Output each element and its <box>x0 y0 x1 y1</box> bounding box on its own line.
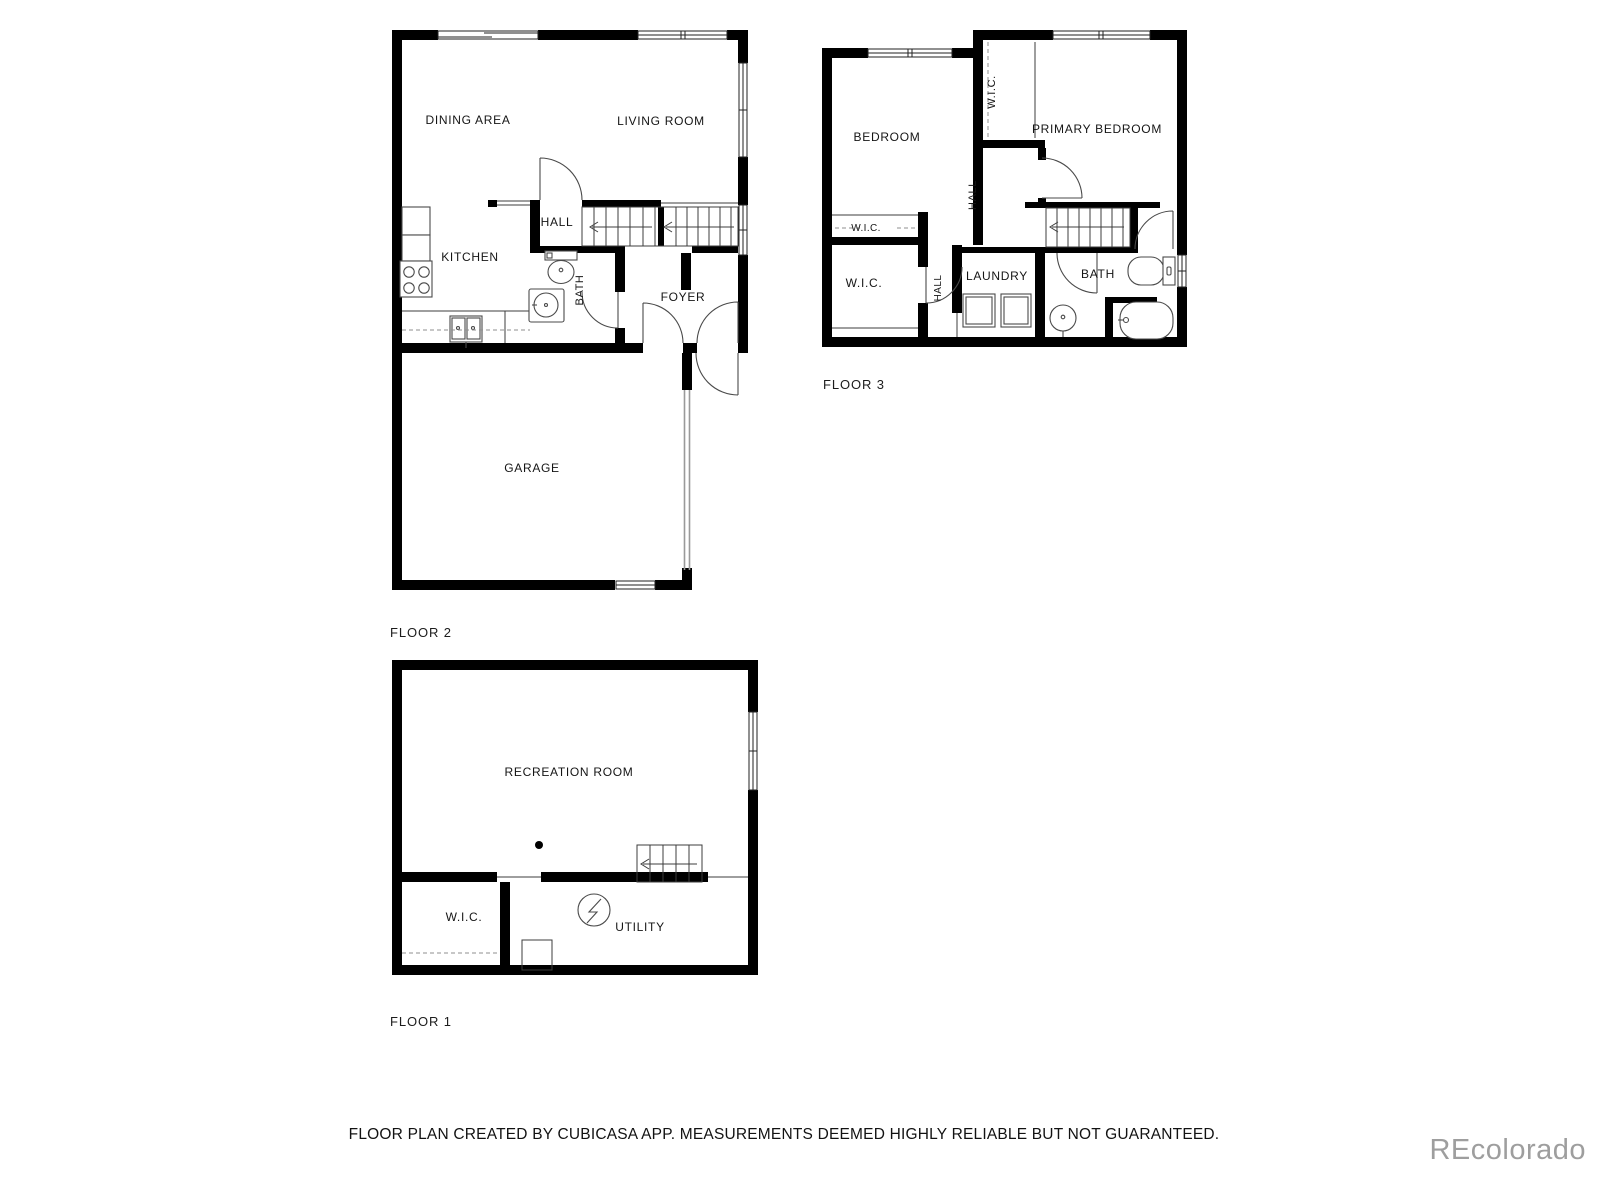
dining-sliding-window <box>438 31 538 39</box>
bathroom-sink-icon <box>1050 305 1076 337</box>
floor3-plan <box>822 30 1187 392</box>
floor1-walls <box>392 660 758 975</box>
toilet-icon <box>1128 257 1175 285</box>
wic-closet-label: W.I.C. <box>851 223 881 234</box>
utility-label: UTILITY <box>615 920 665 934</box>
hall-label: HALL <box>540 215 574 229</box>
floor3-title: FLOOR 3 <box>823 377 885 392</box>
floor2-room-labels <box>425 113 705 475</box>
dining-area-label: DINING AREA <box>425 113 511 127</box>
recreation-room-label: RECREATION ROOM <box>504 765 634 779</box>
bedroom-label: BEDROOM <box>853 130 921 144</box>
floor1-fixtures <box>522 841 610 970</box>
dryer-icon <box>1001 294 1031 327</box>
floor3-laundry-fixtures <box>963 294 1031 327</box>
support-column-dot <box>535 841 543 849</box>
bath-label: BATH <box>1081 267 1115 281</box>
primary-bedroom-label: PRIMARY BEDROOM <box>1031 122 1163 136</box>
floor2-title: FLOOR 2 <box>390 625 452 640</box>
floor2-plan <box>390 30 748 640</box>
disclaimer-text: FLOOR PLAN CREATED BY CUBICASA APP. MEASUREMENTS DEEMED HIGHLY RELIABLE BUT NOT GUARANTEED. <box>348 1126 1220 1143</box>
hall-upper-label: HALL <box>967 180 979 210</box>
washer-icon <box>963 294 995 327</box>
wic-room-label: W.I.C. <box>845 276 883 290</box>
floor2-kitchen-fixtures <box>400 201 530 348</box>
bathroom-sink-icon <box>529 289 564 322</box>
bathtub-icon <box>1118 302 1173 339</box>
wic-top-label: W.I.C. <box>986 75 998 109</box>
floor1-windows <box>749 712 757 790</box>
bath-label: BATH <box>574 274 586 306</box>
kitchen-label: KITCHEN <box>441 250 499 264</box>
furnace-icon <box>578 894 610 926</box>
kitchen-cabinet <box>402 235 430 261</box>
garage-door <box>685 390 690 570</box>
stair-direction-arrow <box>1050 222 1124 232</box>
kitchen-cabinet <box>402 207 430 235</box>
exterior-door-arc <box>696 353 738 395</box>
toilet-icon <box>545 251 577 284</box>
stove-icon <box>400 261 432 297</box>
entry-door-right-arc <box>697 302 738 343</box>
floor3-room-labels <box>846 75 1162 301</box>
wic-label: W.I.C. <box>445 910 483 924</box>
floor2-bath-fixtures <box>529 251 577 322</box>
hall-door-arc <box>540 158 582 200</box>
floor1-plan <box>390 660 758 1029</box>
foyer-label: FOYER <box>660 290 706 304</box>
garage-label: GARAGE <box>504 461 560 475</box>
recolorado-watermark: REcolorado <box>1429 1134 1586 1166</box>
bath-landing-door-arc <box>1135 211 1173 249</box>
entry-door-left-arc <box>643 303 683 343</box>
bath-door-arc <box>582 292 618 328</box>
floor1-room-labels <box>446 765 665 934</box>
living-room-label: LIVING ROOM <box>617 114 705 128</box>
hall-lower-label: HALL <box>933 274 944 302</box>
floor1-title: FLOOR 1 <box>390 1014 452 1029</box>
primary-bedroom-door-arc <box>1042 158 1082 198</box>
laundry-label: LAUNDRY <box>965 269 1029 283</box>
floor3-stairs <box>1046 208 1130 247</box>
